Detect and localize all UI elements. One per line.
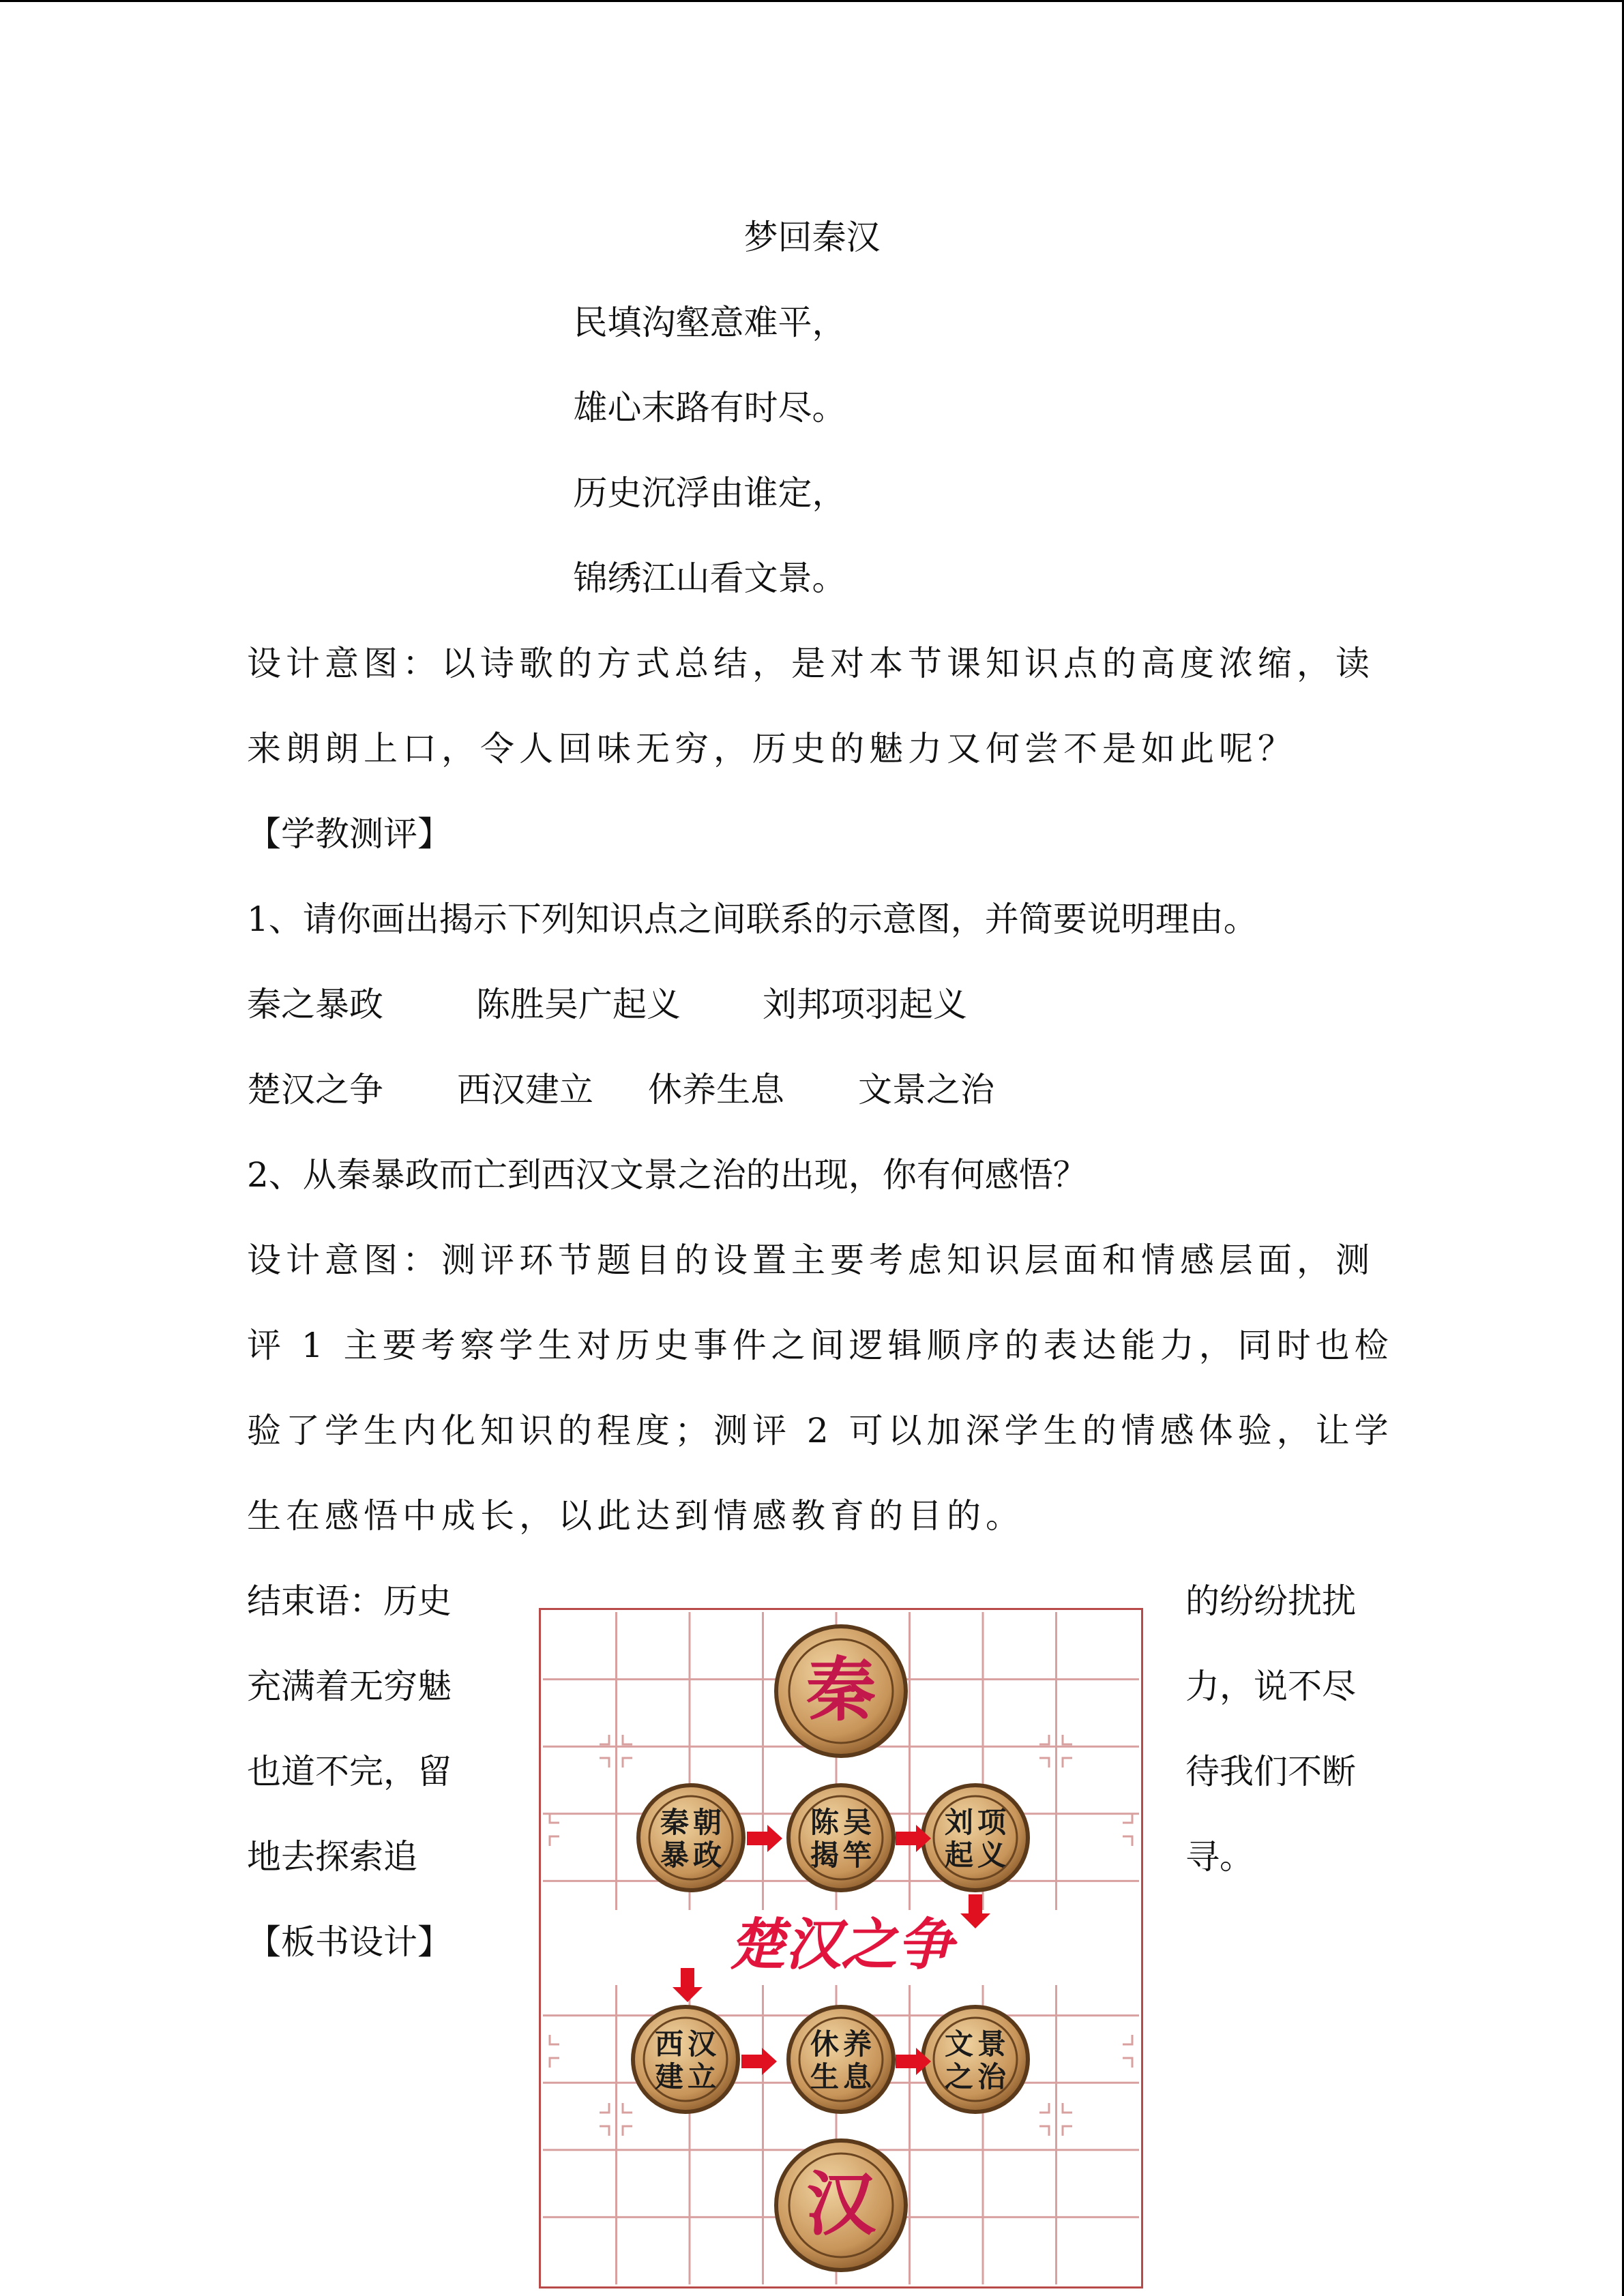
knowledge-item-western-han-founding: 西汉建立 xyxy=(457,1070,593,1109)
piece-character: 义 xyxy=(977,1838,1007,1872)
question-1: 1、请你画出揭示下列知识点之间联系的示意图，并简要说明理由。 xyxy=(247,899,1258,939)
piece-character: 文 xyxy=(944,2027,974,2061)
poem-line-2: 雄心末路有时尽。 xyxy=(573,388,846,428)
piece-row-western-han-to-wenjing xyxy=(633,2007,1028,2112)
question-2: 2、从秦暴政而亡到西汉文景之治的出现，你有何感悟？ xyxy=(247,1155,1087,1195)
piece-character: 吴 xyxy=(842,1806,872,1839)
closing-right-1: 的纷纷扰扰 xyxy=(1185,1581,1356,1621)
section-heading-evaluation: 【学教测评】 xyxy=(247,814,452,854)
design-intent-2-line-3: 验了学生内化知识的程度；测评 2 可以加深学生的情感体验，让学 xyxy=(247,1411,1393,1450)
knowledge-item-wenjing-rule: 文景之治 xyxy=(858,1070,994,1109)
closing-left-3: 也道不完，留 xyxy=(247,1752,452,1791)
closing-right-2: 力，说不尽 xyxy=(1185,1667,1356,1706)
page-top-border xyxy=(0,0,1624,2)
piece-character: 起 xyxy=(944,1838,974,1872)
piece-character: 景 xyxy=(977,2027,1007,2061)
knowledge-item-chu-han-war: 楚汉之争 xyxy=(247,1070,383,1109)
piece-character: 刘 xyxy=(944,1806,974,1839)
knowledge-item-recuperation: 休养生息 xyxy=(648,1070,784,1109)
piece-character: 息 xyxy=(842,2060,872,2093)
piece-character: 竿 xyxy=(842,1838,872,1872)
page-title: 梦回秦汉 xyxy=(743,218,881,257)
piece-character: 生 xyxy=(810,2060,840,2093)
piece-character: 暴 xyxy=(660,1838,690,1872)
piece-character: 项 xyxy=(977,1806,1007,1839)
poem-line-4: 锦绣江山看文景。 xyxy=(573,558,846,598)
piece-character: 立 xyxy=(687,2060,717,2093)
top-piece-qin xyxy=(776,1626,906,1756)
knowledge-item-chen-wu-uprising: 陈胜吴广起义 xyxy=(476,985,681,1024)
closing-left-2: 充满着无穷魅 xyxy=(247,1667,452,1706)
piece-character: 治 xyxy=(977,2060,1007,2093)
piece-character: 西 xyxy=(654,2027,684,2061)
chessboard-diagram xyxy=(539,1608,1143,2288)
chu-han-war-banner: 楚汉之争 xyxy=(729,1912,953,1978)
qin-character: 秦 xyxy=(806,1650,876,1731)
design-intent-2-line-4: 生在感悟中成长，以此达到情感教育的目的。 xyxy=(247,1496,1024,1536)
piece-qin-tyranny xyxy=(638,1785,743,1890)
poem-line-3: 历史沉浮由谁定， xyxy=(573,473,846,513)
han-character: 汉 xyxy=(806,2164,876,2246)
closing-right-3: 待我们不断 xyxy=(1185,1752,1356,1791)
poem-line-1: 民填沟壑意难平， xyxy=(573,303,846,342)
knowledge-item-liu-xiang-uprising: 刘邦项羽起义 xyxy=(763,985,967,1024)
piece-character: 陈 xyxy=(810,1806,840,1839)
piece-chen-wu-uprising xyxy=(788,1785,894,1890)
closing-left-1: 结束语：历史 xyxy=(247,1581,452,1621)
piece-character: 汉 xyxy=(687,2027,717,2061)
bottom-piece-han xyxy=(776,2141,906,2270)
closing-right-4: 寻。 xyxy=(1185,1837,1254,1877)
piece-wenjing-rule xyxy=(923,2007,1028,2112)
design-intent-1-line-1: 设计意图：以诗歌的方式总结，是对本节课知识点的高度浓缩，读 xyxy=(247,644,1374,683)
piece-recuperation xyxy=(788,2007,894,2112)
knowledge-item-qin-tyranny: 秦之暴政 xyxy=(247,985,383,1024)
piece-character: 之 xyxy=(944,2060,974,2093)
piece-character: 揭 xyxy=(810,1838,840,1872)
design-intent-2-line-2: 评 1 主要考察学生对历史事件之间逻辑顺序的表达能力，同时也检 xyxy=(247,1326,1393,1365)
closing-left-4: 地去探索追 xyxy=(247,1837,417,1877)
piece-character: 政 xyxy=(692,1838,722,1872)
piece-row-qin-to-liuxiang xyxy=(638,1785,1028,1890)
piece-liu-xiang-uprising xyxy=(923,1785,1028,1890)
piece-character: 秦 xyxy=(660,1806,690,1839)
piece-character: 朝 xyxy=(692,1806,722,1839)
piece-western-han-founding xyxy=(633,2007,738,2112)
piece-character: 养 xyxy=(842,2027,872,2061)
section-heading-board-design: 【板书设计】 xyxy=(247,1922,452,1962)
design-intent-2-line-1: 设计意图：测评环节题目的设置主要考虑知识层面和情感层面，测 xyxy=(247,1240,1374,1280)
piece-character: 建 xyxy=(654,2060,684,2093)
piece-character: 休 xyxy=(810,2027,840,2061)
design-intent-1-line-2: 来朗朗上口，令人回味无穷，历史的魅力又何尝不是如此呢？ xyxy=(247,729,1297,769)
